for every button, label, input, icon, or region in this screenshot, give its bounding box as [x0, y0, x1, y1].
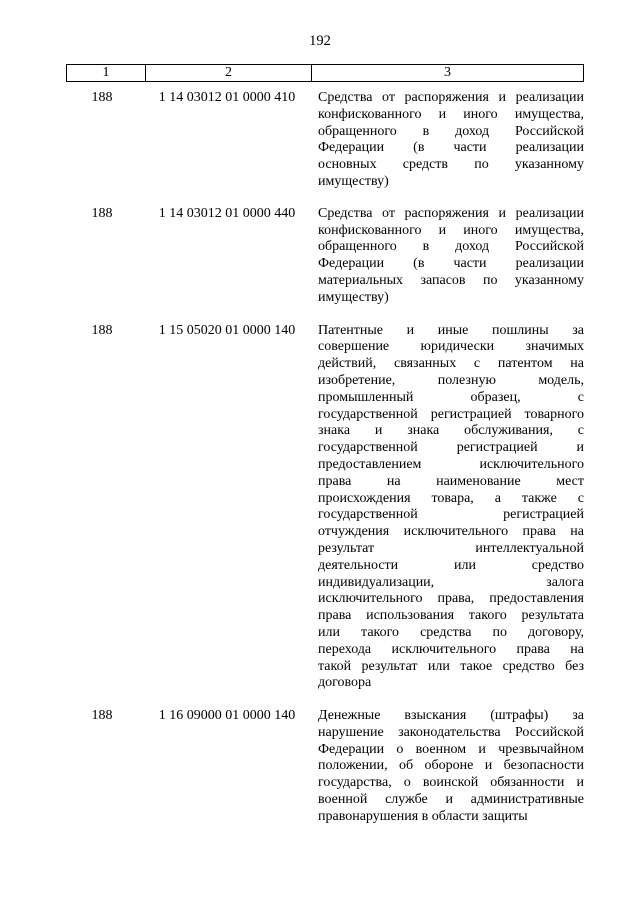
income-name-line: государства, о воинской обязанности и — [318, 775, 584, 791]
income-name-line: Патентные и иные пошлины за — [318, 322, 584, 338]
header-col-3: 3 — [311, 65, 583, 81]
income-name-line: военной службе и административные — [318, 792, 584, 808]
budget-code-cell: 1 16 09000 01 0000 140 — [158, 708, 296, 724]
income-name-line: происхождения товара, а также с — [318, 490, 584, 506]
income-name-line: основных средств по указанному — [318, 157, 584, 173]
income-name-line: изобретение, полезную модель, — [318, 372, 584, 388]
income-name-line: имуществу) — [318, 289, 389, 305]
income-name-line: Федерации (в части реализации — [318, 140, 584, 156]
income-name-line: государственной регистрацией — [318, 507, 584, 523]
income-name-line: результат интеллектуальной — [318, 540, 584, 556]
table-body — [66, 90, 584, 826]
income-name-line: перехода исключительного права на — [318, 641, 584, 657]
header-col-1: 1 — [102, 65, 110, 80]
admin-code-cell: 188 — [91, 708, 113, 724]
income-name-line: совершение юридически значимых — [318, 339, 584, 355]
income-name-line: действий, связанных с патентом на — [318, 356, 584, 372]
budget-code-cell: 1 14 03012 01 0000 410 — [158, 90, 296, 105]
income-name-line: нарушение законодательства Российской — [318, 724, 584, 740]
income-name-line: индивидуализации, залога — [318, 574, 584, 590]
income-name-line: предоставлением исключительного — [318, 456, 584, 472]
admin-code-cell: 188 — [91, 90, 113, 105]
income-name-cell — [318, 206, 584, 307]
table-row — [66, 90, 584, 191]
income-name-line: промышленный образец, с — [318, 389, 584, 405]
income-name-line: материальных запасов по указанному — [318, 272, 584, 288]
table-row — [66, 323, 584, 693]
header-col-2: 2 — [145, 65, 311, 81]
income-name-line: конфискованного и иного имущества, — [318, 106, 584, 122]
income-name-line: договора — [318, 675, 372, 691]
income-name-line: Федерации (в части реализации — [318, 256, 584, 272]
income-name-line: Средства от распоряжения и реализации — [318, 90, 584, 105]
admin-code-cell: 188 — [91, 322, 113, 338]
budget-code-cell: 1 14 03012 01 0000 440 — [158, 205, 296, 221]
income-name-line: Денежные взыскания (штрафы) за — [318, 708, 584, 724]
admin-code-cell: 188 — [91, 205, 113, 221]
income-name-line: отчуждения исключительного права на — [318, 524, 584, 540]
income-name-line: права на наименование мест — [318, 473, 584, 489]
income-name-line: такой результат или такое средство без — [318, 658, 584, 674]
income-name-line: обращенного в доход Российской — [318, 239, 584, 255]
income-name-line: государственной регистрацией и — [318, 440, 584, 456]
table-row — [66, 206, 584, 307]
income-name-line: имуществу) — [318, 173, 389, 189]
income-name-cell — [318, 708, 584, 826]
budget-code-cell: 1 15 05020 01 0000 140 — [158, 322, 296, 338]
income-name-line: обращенного в доход Российской — [318, 123, 584, 139]
income-name-line: государственной регистрацией товарного — [318, 406, 584, 422]
income-name-line: Средства от распоряжения и реализации — [318, 205, 584, 221]
page-number: 192 — [309, 33, 331, 49]
income-name-line: права использования такого результата — [318, 608, 584, 624]
income-name-line: исключительного права, предоставления — [318, 591, 584, 607]
table-row — [66, 708, 584, 826]
income-name-line: конфискованного и иного имущества, — [318, 222, 584, 238]
table-header — [66, 64, 584, 82]
income-name-line: деятельности или средство — [318, 557, 584, 573]
income-name-line: правонарушения в области защиты — [318, 808, 528, 824]
income-name-cell — [318, 323, 584, 693]
income-name-line: положении, об обороне и безопасности — [318, 758, 584, 774]
income-name-cell — [318, 90, 584, 191]
income-name-line: знака и знака обслуживания, с — [318, 423, 584, 439]
income-name-line: Федерации о военном и чрезвычайном — [318, 741, 584, 757]
income-name-line: или такого средства по договору, — [318, 624, 584, 640]
